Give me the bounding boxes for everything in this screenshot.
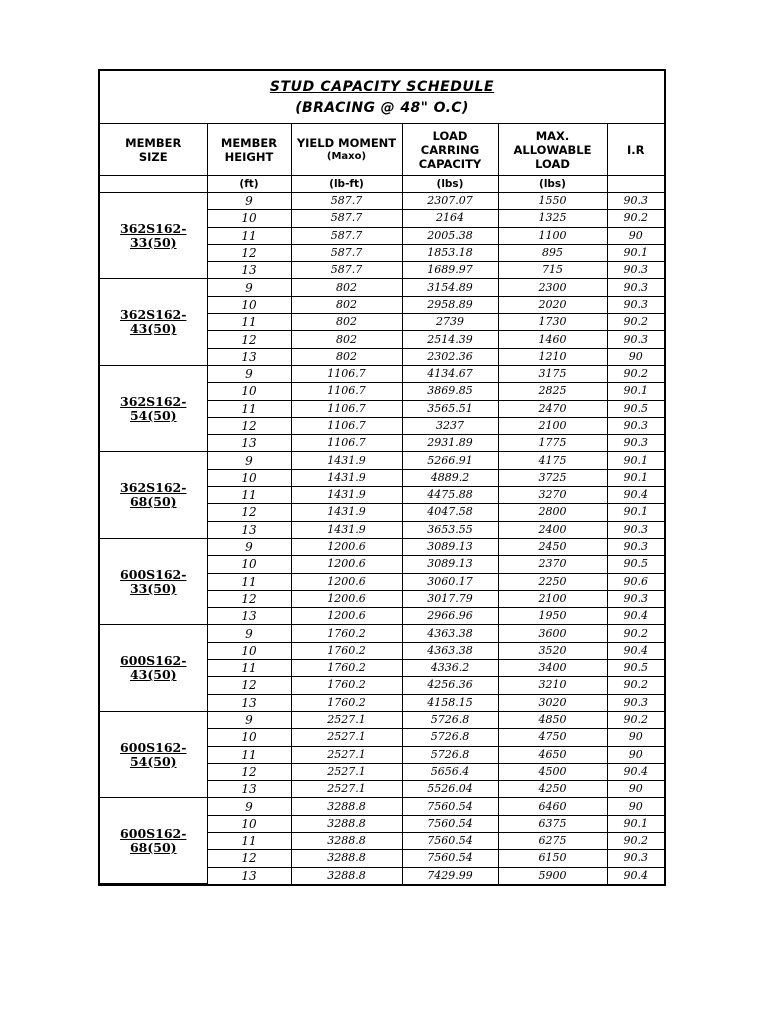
ir-cell: 90.5 [607, 400, 664, 417]
ir-cell: 90.3 [607, 193, 664, 210]
yield-moment-cell: 1200.6 [291, 590, 402, 607]
height-cell: 10 [207, 383, 291, 400]
ir-cell: 90 [607, 781, 664, 798]
max-allowable-load-cell: 2300 [498, 279, 607, 296]
table-row [100, 711, 664, 728]
yield-moment-cell: 3288.8 [291, 850, 402, 867]
height-cell: 11 [207, 400, 291, 417]
yield-moment-cell: 3288.8 [291, 867, 402, 884]
load-capacity-cell: 4363.38 [402, 625, 498, 642]
load-capacity-cell: 7560.54 [402, 850, 498, 867]
height-cell: 12 [207, 504, 291, 521]
height-cell: 10 [207, 815, 291, 832]
ir-cell: 90.1 [607, 244, 664, 261]
ir-cell: 90.3 [607, 331, 664, 348]
max-allowable-load-cell: 6375 [498, 815, 607, 832]
max-allowable-load-cell: 2400 [498, 521, 607, 538]
yield-moment-cell: 1431.9 [291, 469, 402, 486]
yield-moment-cell: 2527.1 [291, 729, 402, 746]
unit-capacity: (lbs) [402, 176, 498, 193]
member-size-cell: 362S162-33(50) [100, 193, 207, 279]
height-cell: 11 [207, 487, 291, 504]
ir-cell: 90.4 [607, 487, 664, 504]
max-allowable-load-cell: 1730 [498, 314, 607, 331]
ir-cell: 90.2 [607, 314, 664, 331]
header-member-size: MEMBER SIZE [100, 124, 207, 176]
max-allowable-load-cell: 2370 [498, 556, 607, 573]
yield-moment-cell: 587.7 [291, 210, 402, 227]
load-capacity-cell: 5526.04 [402, 781, 498, 798]
load-capacity-cell: 3869.85 [402, 383, 498, 400]
height-cell: 11 [207, 314, 291, 331]
height-cell: 13 [207, 867, 291, 884]
yield-moment-cell: 1760.2 [291, 625, 402, 642]
max-allowable-load-cell: 2100 [498, 417, 607, 434]
load-capacity-cell: 7560.54 [402, 815, 498, 832]
load-capacity-cell: 4134.67 [402, 365, 498, 382]
max-allowable-load-cell: 3725 [498, 469, 607, 486]
height-cell: 9 [207, 193, 291, 210]
ir-cell: 90 [607, 746, 664, 763]
table-row [100, 538, 664, 555]
max-allowable-load-cell: 1325 [498, 210, 607, 227]
height-cell: 13 [207, 608, 291, 625]
height-cell: 9 [207, 711, 291, 728]
ir-cell: 90.5 [607, 556, 664, 573]
yield-moment-cell: 587.7 [291, 227, 402, 244]
stud-capacity-schedule [98, 69, 666, 886]
yield-moment-cell: 802 [291, 348, 402, 365]
schedule-title: STUD CAPACITY SCHEDULE [269, 79, 495, 95]
load-capacity-cell: 7560.54 [402, 832, 498, 849]
yield-moment-cell: 1106.7 [291, 400, 402, 417]
ir-cell: 90.3 [607, 262, 664, 279]
load-capacity-cell: 2966.96 [402, 608, 498, 625]
ir-cell: 90.4 [607, 642, 664, 659]
ir-cell: 90.3 [607, 279, 664, 296]
header-max-allowable-load: MAX. ALLOWABLE LOAD [498, 124, 607, 176]
height-cell: 13 [207, 521, 291, 538]
header-row [100, 124, 664, 176]
yield-moment-cell: 1200.6 [291, 556, 402, 573]
max-allowable-load-cell: 2470 [498, 400, 607, 417]
max-allowable-load-cell: 6275 [498, 832, 607, 849]
max-allowable-load-cell: 715 [498, 262, 607, 279]
yield-moment-cell: 2527.1 [291, 781, 402, 798]
load-capacity-cell: 7560.54 [402, 798, 498, 815]
units-blank [100, 176, 207, 193]
yield-moment-cell: 1431.9 [291, 504, 402, 521]
ir-cell: 90.3 [607, 850, 664, 867]
max-allowable-load-cell: 3175 [498, 365, 607, 382]
height-cell: 9 [207, 365, 291, 382]
max-allowable-load-cell: 4500 [498, 763, 607, 780]
yield-moment-cell: 802 [291, 279, 402, 296]
load-capacity-cell: 3089.13 [402, 556, 498, 573]
yield-moment-cell: 587.7 [291, 262, 402, 279]
max-allowable-load-cell: 4175 [498, 452, 607, 469]
ir-cell: 90.1 [607, 383, 664, 400]
height-cell: 10 [207, 210, 291, 227]
load-capacity-cell: 5726.8 [402, 746, 498, 763]
load-capacity-cell: 3565.51 [402, 400, 498, 417]
max-allowable-load-cell: 1950 [498, 608, 607, 625]
height-cell: 11 [207, 660, 291, 677]
load-capacity-cell: 5266.91 [402, 452, 498, 469]
height-cell: 10 [207, 469, 291, 486]
max-allowable-load-cell: 4850 [498, 711, 607, 728]
ir-cell: 90.1 [607, 504, 664, 521]
yield-moment-cell: 1760.2 [291, 694, 402, 711]
load-capacity-cell: 2005.38 [402, 227, 498, 244]
member-size-cell: 362S162-54(50) [100, 365, 207, 451]
member-size-cell: 362S162-43(50) [100, 279, 207, 365]
yield-moment-cell: 3288.8 [291, 815, 402, 832]
height-cell: 9 [207, 798, 291, 815]
load-capacity-cell: 4475.88 [402, 487, 498, 504]
member-size-cell: 600S162-68(50) [100, 798, 207, 884]
height-cell: 12 [207, 331, 291, 348]
table-row [100, 279, 664, 296]
header-load-capacity: LOAD CARRING CAPACITY [402, 124, 498, 176]
height-cell: 11 [207, 573, 291, 590]
table-row [100, 452, 664, 469]
max-allowable-load-cell: 1210 [498, 348, 607, 365]
max-allowable-load-cell: 1100 [498, 227, 607, 244]
yield-moment-cell: 2527.1 [291, 746, 402, 763]
yield-moment-cell: 802 [291, 296, 402, 313]
load-capacity-cell: 2739 [402, 314, 498, 331]
max-allowable-load-cell: 2250 [498, 573, 607, 590]
max-allowable-load-cell: 2450 [498, 538, 607, 555]
yield-moment-cell: 1106.7 [291, 365, 402, 382]
ir-cell: 90.3 [607, 694, 664, 711]
max-allowable-load-cell: 3210 [498, 677, 607, 694]
table-row [100, 193, 664, 210]
height-cell: 10 [207, 729, 291, 746]
units-row [100, 176, 664, 193]
ir-cell: 90.4 [607, 763, 664, 780]
yield-moment-cell: 1200.6 [291, 573, 402, 590]
load-capacity-cell: 2931.89 [402, 435, 498, 452]
max-allowable-load-cell: 1775 [498, 435, 607, 452]
table-row [100, 798, 664, 815]
load-capacity-cell: 2958.89 [402, 296, 498, 313]
ir-cell: 90.3 [607, 521, 664, 538]
table-body [100, 193, 664, 884]
title-block [100, 71, 664, 124]
max-allowable-load-cell: 4750 [498, 729, 607, 746]
max-allowable-load-cell: 2800 [498, 504, 607, 521]
height-cell: 13 [207, 694, 291, 711]
ir-cell: 90.3 [607, 435, 664, 452]
ir-cell: 90 [607, 348, 664, 365]
ir-cell: 90.2 [607, 677, 664, 694]
ir-cell: 90 [607, 227, 664, 244]
max-allowable-load-cell: 6150 [498, 850, 607, 867]
yield-moment-cell: 1200.6 [291, 608, 402, 625]
yield-moment-cell: 587.7 [291, 244, 402, 261]
load-capacity-cell: 2302.36 [402, 348, 498, 365]
height-cell: 10 [207, 642, 291, 659]
yield-moment-cell: 802 [291, 314, 402, 331]
header-member-height: MEMBER HEIGHT [207, 124, 291, 176]
yield-moment-cell: 802 [291, 331, 402, 348]
header-yield-moment: YIELD MOMENT (Maxo) [291, 124, 402, 176]
load-capacity-cell: 3017.79 [402, 590, 498, 607]
max-allowable-load-cell: 4650 [498, 746, 607, 763]
load-capacity-cell: 3154.89 [402, 279, 498, 296]
max-allowable-load-cell: 1460 [498, 331, 607, 348]
max-allowable-load-cell: 1550 [498, 193, 607, 210]
load-capacity-cell: 3060.17 [402, 573, 498, 590]
height-cell: 9 [207, 452, 291, 469]
height-cell: 13 [207, 348, 291, 365]
ir-cell: 90.2 [607, 832, 664, 849]
load-capacity-cell: 1689.97 [402, 262, 498, 279]
yield-moment-cell: 1431.9 [291, 487, 402, 504]
ir-cell: 90.2 [607, 365, 664, 382]
max-allowable-load-cell: 2825 [498, 383, 607, 400]
member-size-cell: 600S162-33(50) [100, 538, 207, 624]
ir-cell: 90.2 [607, 625, 664, 642]
units-blank-ir [607, 176, 664, 193]
height-cell: 11 [207, 746, 291, 763]
load-capacity-cell: 5656.4 [402, 763, 498, 780]
ir-cell: 90 [607, 798, 664, 815]
header-ir: I.R [607, 124, 664, 176]
max-allowable-load-cell: 6460 [498, 798, 607, 815]
yield-moment-cell: 1760.2 [291, 677, 402, 694]
load-capacity-cell: 4889.2 [402, 469, 498, 486]
ir-cell: 90.4 [607, 608, 664, 625]
ir-cell: 90 [607, 729, 664, 746]
height-cell: 13 [207, 435, 291, 452]
load-capacity-cell: 3237 [402, 417, 498, 434]
load-capacity-cell: 4158.15 [402, 694, 498, 711]
yield-moment-cell: 1106.7 [291, 435, 402, 452]
ir-cell: 90.1 [607, 452, 664, 469]
load-capacity-cell: 2307.07 [402, 193, 498, 210]
load-capacity-cell: 7429.99 [402, 867, 498, 884]
unit-height: (ft) [207, 176, 291, 193]
height-cell: 9 [207, 279, 291, 296]
max-allowable-load-cell: 3400 [498, 660, 607, 677]
ir-cell: 90.3 [607, 590, 664, 607]
ir-cell: 90.6 [607, 573, 664, 590]
yield-moment-cell: 587.7 [291, 193, 402, 210]
load-capacity-cell: 2164 [402, 210, 498, 227]
member-size-cell: 362S162-68(50) [100, 452, 207, 538]
table-row [100, 625, 664, 642]
yield-moment-cell: 1106.7 [291, 383, 402, 400]
member-size-cell: 600S162-43(50) [100, 625, 207, 711]
max-allowable-load-cell: 4250 [498, 781, 607, 798]
yield-moment-cell: 1200.6 [291, 538, 402, 555]
ir-cell: 90.1 [607, 815, 664, 832]
load-capacity-cell: 5726.8 [402, 729, 498, 746]
yield-moment-cell: 1431.9 [291, 452, 402, 469]
height-cell: 10 [207, 296, 291, 313]
height-cell: 12 [207, 417, 291, 434]
max-allowable-load-cell: 5900 [498, 867, 607, 884]
yield-moment-cell: 2527.1 [291, 763, 402, 780]
capacity-table [100, 124, 664, 884]
max-allowable-load-cell: 3020 [498, 694, 607, 711]
load-capacity-cell: 2514.39 [402, 331, 498, 348]
height-cell: 9 [207, 538, 291, 555]
max-allowable-load-cell: 2020 [498, 296, 607, 313]
max-allowable-load-cell: 2100 [498, 590, 607, 607]
ir-cell: 90.3 [607, 538, 664, 555]
ir-cell: 90.3 [607, 296, 664, 313]
max-allowable-load-cell: 3520 [498, 642, 607, 659]
height-cell: 11 [207, 832, 291, 849]
height-cell: 9 [207, 625, 291, 642]
bracing-subtitle: (BRACING @ 48" O.C) [295, 100, 469, 116]
ir-cell: 90.3 [607, 417, 664, 434]
load-capacity-cell: 4363.38 [402, 642, 498, 659]
max-allowable-load-cell: 3270 [498, 487, 607, 504]
height-cell: 12 [207, 244, 291, 261]
unit-moment: (lb-ft) [291, 176, 402, 193]
table-row [100, 365, 664, 382]
height-cell: 11 [207, 227, 291, 244]
yield-moment-cell: 1760.2 [291, 660, 402, 677]
yield-moment-cell: 3288.8 [291, 832, 402, 849]
height-cell: 12 [207, 590, 291, 607]
load-capacity-cell: 1853.18 [402, 244, 498, 261]
yield-moment-cell: 3288.8 [291, 798, 402, 815]
load-capacity-cell: 4047.58 [402, 504, 498, 521]
load-capacity-cell: 3089.13 [402, 538, 498, 555]
ir-cell: 90.5 [607, 660, 664, 677]
height-cell: 13 [207, 781, 291, 798]
ir-cell: 90.2 [607, 210, 664, 227]
yield-moment-cell: 1760.2 [291, 642, 402, 659]
load-capacity-cell: 5726.8 [402, 711, 498, 728]
max-allowable-load-cell: 3600 [498, 625, 607, 642]
load-capacity-cell: 3653.55 [402, 521, 498, 538]
yield-moment-cell: 1106.7 [291, 417, 402, 434]
ir-cell: 90.4 [607, 867, 664, 884]
height-cell: 12 [207, 850, 291, 867]
load-capacity-cell: 4256.36 [402, 677, 498, 694]
height-cell: 12 [207, 677, 291, 694]
ir-cell: 90.1 [607, 469, 664, 486]
height-cell: 13 [207, 262, 291, 279]
yield-moment-cell: 1431.9 [291, 521, 402, 538]
max-allowable-load-cell: 895 [498, 244, 607, 261]
load-capacity-cell: 4336.2 [402, 660, 498, 677]
height-cell: 12 [207, 763, 291, 780]
height-cell: 10 [207, 556, 291, 573]
ir-cell: 90.2 [607, 711, 664, 728]
unit-allowable: (lbs) [498, 176, 607, 193]
member-size-cell: 600S162-54(50) [100, 711, 207, 797]
yield-moment-cell: 2527.1 [291, 711, 402, 728]
